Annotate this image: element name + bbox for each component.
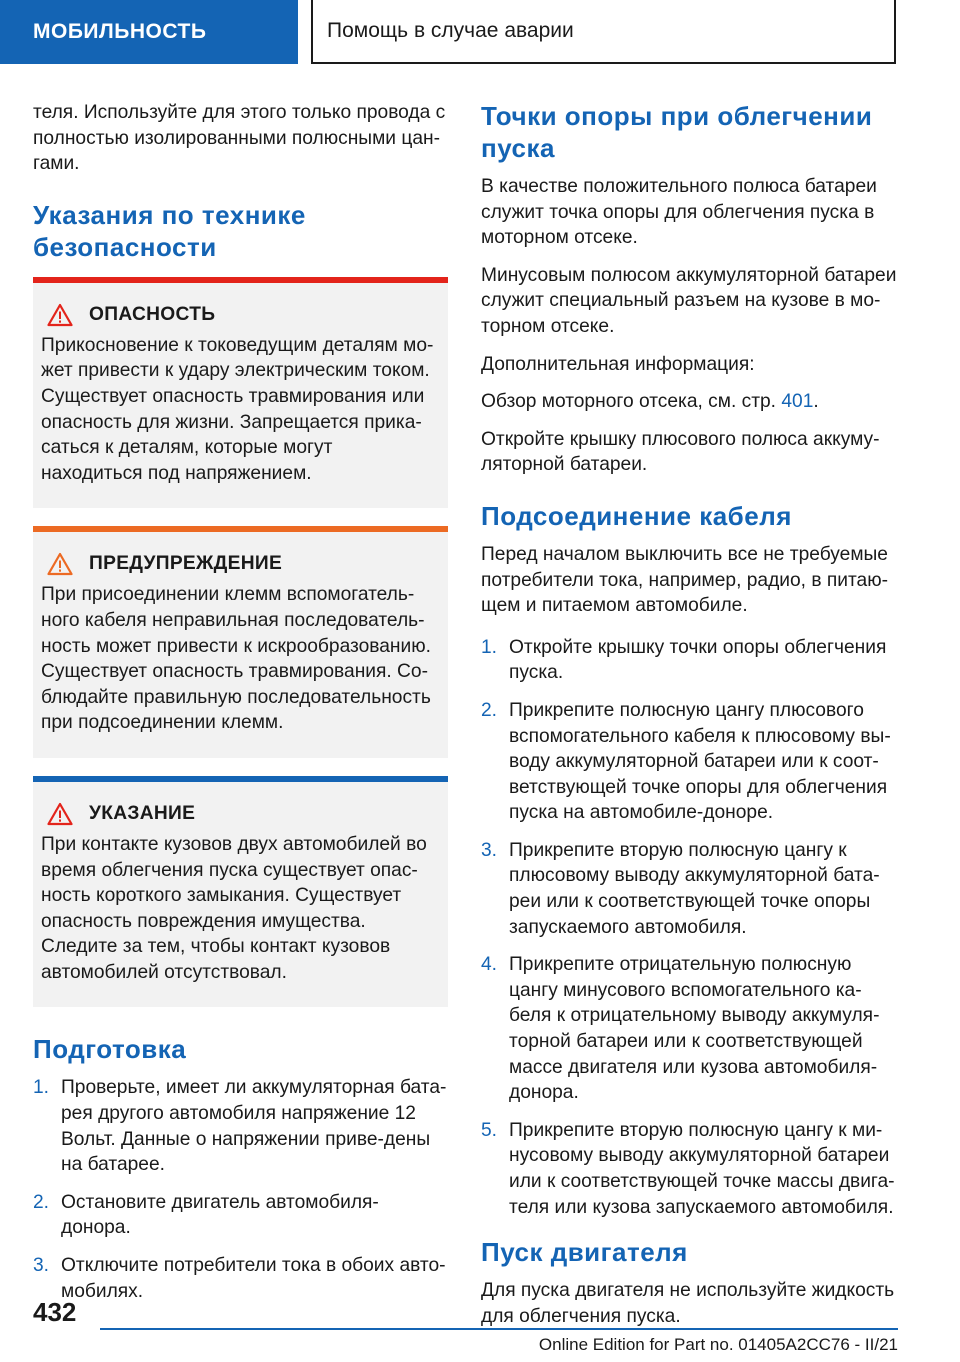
warning-box [33, 526, 448, 758]
list-item: 2. Прикрепите полюсную цангу плюсового вспомогательного кабеля к плюсовому вы-воду аккумуляторной батареи или к соот-ветствующей точке опоры для облегчения пуска на автомобиле-доноре. [481, 699, 891, 824]
points-paragraph: Обзор моторного отсека, см. стр. 401. [481, 391, 819, 413]
cable-heading: Подсоединение кабеля [481, 500, 792, 531]
list-item: 4. Прикрепите отрицательную полюсную цангу минусового вспомогательного ка-беля к отрицательному выводу аккумуля-торной батареи или к соответствующей массе двигателя или кузова автомобиля-донора. [481, 954, 880, 1104]
list-item: 5. Прикрепите вторую полюсную цангу к ми-нусовому выводу аккумуляторной батареи или к соответствующей точке массы двига-теля или кузова запускаемого автомобиля. [481, 1119, 895, 1218]
notice-title: УКАЗАНИЕ [89, 802, 196, 824]
list-item: 3. Отключите потребители тока в обоих авто-мобилях. [33, 1255, 446, 1302]
start-text: Для пуска двигателя не используйте жидкость для облегчения пуска. [481, 1280, 895, 1327]
intro-paragraph: теля. Используйте для этого только провода с полностью изолированными полюсными цан-гами. [33, 102, 446, 175]
section-tab: МОБИЛЬНОСТЬ [0, 0, 298, 64]
warning-triangle-icon [47, 802, 73, 826]
notice-box [33, 776, 448, 1008]
prep-steps [33, 1075, 448, 1304]
list-item: 2. Остановите двигатель автомобиля-донора. [33, 1191, 379, 1239]
points-paragraph: Откройте крышку плюсового полюса аккуму-ляторной батареи. [481, 428, 880, 476]
start-heading: Пуск двигателя [481, 1237, 688, 1268]
page-number: 432 [33, 1297, 77, 1327]
footer-divider [100, 1328, 898, 1330]
danger-title: ОПАСНОСТЬ [89, 303, 216, 325]
edition-text: Online Edition for Part no. 01405A2CC76 - II/21 [538, 1335, 898, 1354]
points-paragraph: Минусовым полюсом аккумуляторной батареи служит специальный разъем на кузове в мо-торном отсеке. [481, 264, 897, 337]
cable-steps [481, 635, 899, 1220]
warning-triangle-icon [47, 552, 73, 576]
warning-triangle-icon [47, 303, 73, 327]
list-item: 1. Откройте крышку точки опоры облегчения пуска. [481, 636, 887, 684]
prep-heading: Подготовка [33, 1034, 187, 1065]
danger-text: Прикосновение к токоведущим деталям мо-жет привести к удару электрическим током. Существует опасность травмирования или опасность для жизни. Запрещается прика-саться к деталям, которые могут находиться под напряжением. [41, 334, 434, 484]
warning-title: ПРЕДУПРЕЖДЕНИЕ [89, 553, 283, 575]
chapter-title: Помощь в случае аварии [311, 0, 896, 64]
notice-text: При контакте кузовов двух автомобилей во время облегчения пуска существует опас-ность короткого замыкания. Существует опасность повреждения имущества. Следите за тем, чтобы контакт кузовов автомобилей отсутствовал. [41, 833, 427, 983]
points-paragraph: В качестве положительного полюса батареи служит точка опоры для облегчения пуска в моторном отсеке. [481, 176, 877, 249]
danger-box [33, 277, 448, 509]
points-heading: Точки опоры при облегчении пуска [481, 101, 873, 163]
left-column [33, 100, 448, 1320]
page-link[interactable]: 401 [781, 391, 814, 413]
cable-intro: Перед началом выключить все не требуемые потребители тока, например, радио, в питаю-щем и питаемом автомобиле. [481, 543, 888, 617]
list-item: 3. Прикрепите вторую полюсную цангу к плюсовому выводу аккумуляторной бата-реи или к соответствующей точке опоры запускаемого автомобиля. [481, 839, 880, 938]
safety-heading: Указания по технике безопасности [33, 199, 306, 262]
right-column [481, 100, 899, 1341]
warning-text: При присоединении клемм вспомогатель-ного кабеля неправильная последователь-ность может привести к искрообразованию. Существует опасность травмирования. Со-блюдайте правильную последовательность при подсоединении клемм. [41, 584, 431, 734]
list-item: 1. Проверьте, имеет ли аккумуляторная бата-рея другого автомобиля напряжение 12 Вольт. Данные о напряжении приве-дены на батарее. [33, 1077, 447, 1176]
points-paragraph: Дополнительная информация: [481, 353, 755, 375]
